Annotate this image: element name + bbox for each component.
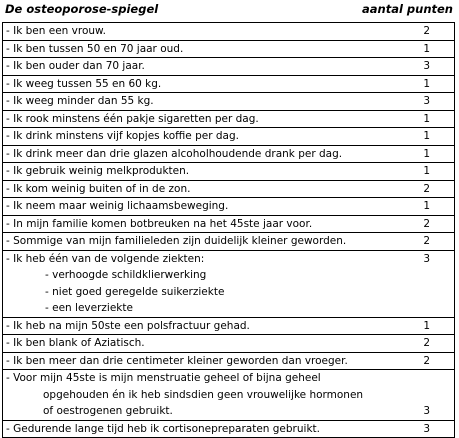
- points-value: 1: [423, 112, 430, 125]
- risk-factor-text: - In mijn familie komen botbreuken na het 45ste jaar voor.: [6, 217, 313, 230]
- table-row: [3, 335, 454, 353]
- risk-factor-text: - Ik gebruik weinig melkprodukten.: [6, 165, 190, 177]
- table-row: [3, 58, 454, 76]
- table-row: [3, 41, 454, 59]
- points-value: 1: [423, 165, 430, 177]
- table-row: [3, 146, 454, 164]
- points-value: 2: [423, 337, 430, 349]
- points-value: 2: [423, 235, 430, 247]
- points-value: 1: [423, 319, 430, 332]
- disease-sub-item: - niet goed geregelde suikerziekte: [45, 285, 225, 298]
- risk-factor-text: - Ik kom weinig buiten of in de zon.: [6, 182, 191, 195]
- points-column-header: aantal punten: [361, 2, 453, 16]
- risk-factor-text: - Ik ben meer dan drie centimeter kleiner geworden dan vroeger.: [6, 354, 348, 367]
- table-row: [3, 421, 454, 438]
- points-value: 3: [423, 405, 430, 417]
- points-value: 1: [423, 42, 430, 55]
- points-value: 2: [423, 354, 430, 367]
- risk-factor-text-continued: opgehouden én ik heb sindsdien geen vrouwelijke hormonen: [43, 388, 364, 401]
- risk-factor-text: - Ik drink minstens vijf kopjes koffie per dag.: [6, 130, 239, 142]
- risk-factor-text: - Ik rook minstens één pakje sigaretten per dag.: [6, 112, 259, 125]
- table-row: [3, 353, 454, 371]
- table-row: [3, 111, 454, 129]
- points-value: 2: [423, 217, 430, 230]
- points-value: 1: [423, 147, 430, 160]
- table-row: [3, 23, 454, 41]
- risk-factor-text: - Ik ben tussen 50 en 70 jaar oud.: [6, 42, 184, 55]
- table-row: [3, 233, 454, 251]
- table-row: [3, 163, 454, 181]
- risk-factor-text: - Ik ben blank of Aziatisch.: [6, 337, 145, 349]
- disease-sub-item: - verhoogde schildklierwerking: [45, 269, 207, 281]
- points-value: 2: [423, 25, 430, 37]
- points-value: 1: [423, 200, 430, 212]
- points-value: 3: [423, 252, 430, 265]
- table-row: [3, 370, 454, 421]
- points-value: 3: [423, 422, 430, 435]
- risk-factor-text-continued: of oestrogenen gebruikt.: [43, 405, 173, 417]
- table-row: [3, 198, 454, 216]
- risk-factor-text: - Ik ben een vrouw.: [6, 25, 107, 37]
- risk-factor-text: - Ik drink meer dan drie glazen alcoholhoudende drank per dag.: [6, 147, 343, 160]
- points-value: 1: [423, 130, 430, 142]
- risk-factor-text: - Ik neem maar weinig lichaamsbeweging.: [6, 200, 229, 212]
- risk-factor-text: - Gedurende lange tijd heb ik cortisonepreparaten gebruikt.: [6, 422, 320, 435]
- risk-factor-table: [2, 22, 455, 438]
- table-row: [3, 128, 454, 146]
- risk-factor-text: - Sommige van mijn familieleden zijn duidelijk kleiner geworden.: [6, 235, 347, 247]
- table-row: [3, 181, 454, 199]
- points-value: 3: [423, 95, 430, 107]
- risk-factor-text: - Ik weeg minder dan 55 kg.: [6, 95, 154, 107]
- table-row: [3, 216, 454, 234]
- points-value: 1: [423, 77, 430, 90]
- risk-factor-text: - Voor mijn 45ste is mijn menstruatie geheel of bijna geheel: [6, 372, 321, 384]
- table-row: [3, 76, 454, 94]
- table-row: [3, 318, 454, 336]
- table-title: De osteoporose-spiegel: [5, 2, 159, 16]
- table-row: [3, 251, 454, 318]
- risk-factor-text: - Ik heb één van de volgende ziekten:: [6, 252, 205, 265]
- points-value: 2: [423, 182, 430, 195]
- risk-factor-text: - Ik heb na mijn 50ste een polsfractuur gehad.: [6, 319, 250, 332]
- disease-sub-item: - een leverziekte: [45, 302, 133, 314]
- points-value: 3: [423, 60, 430, 72]
- table-row: [3, 93, 454, 111]
- risk-factor-text: - Ik ben ouder dan 70 jaar.: [6, 60, 145, 72]
- risk-factor-text: - Ik weeg tussen 55 en 60 kg.: [6, 77, 162, 90]
